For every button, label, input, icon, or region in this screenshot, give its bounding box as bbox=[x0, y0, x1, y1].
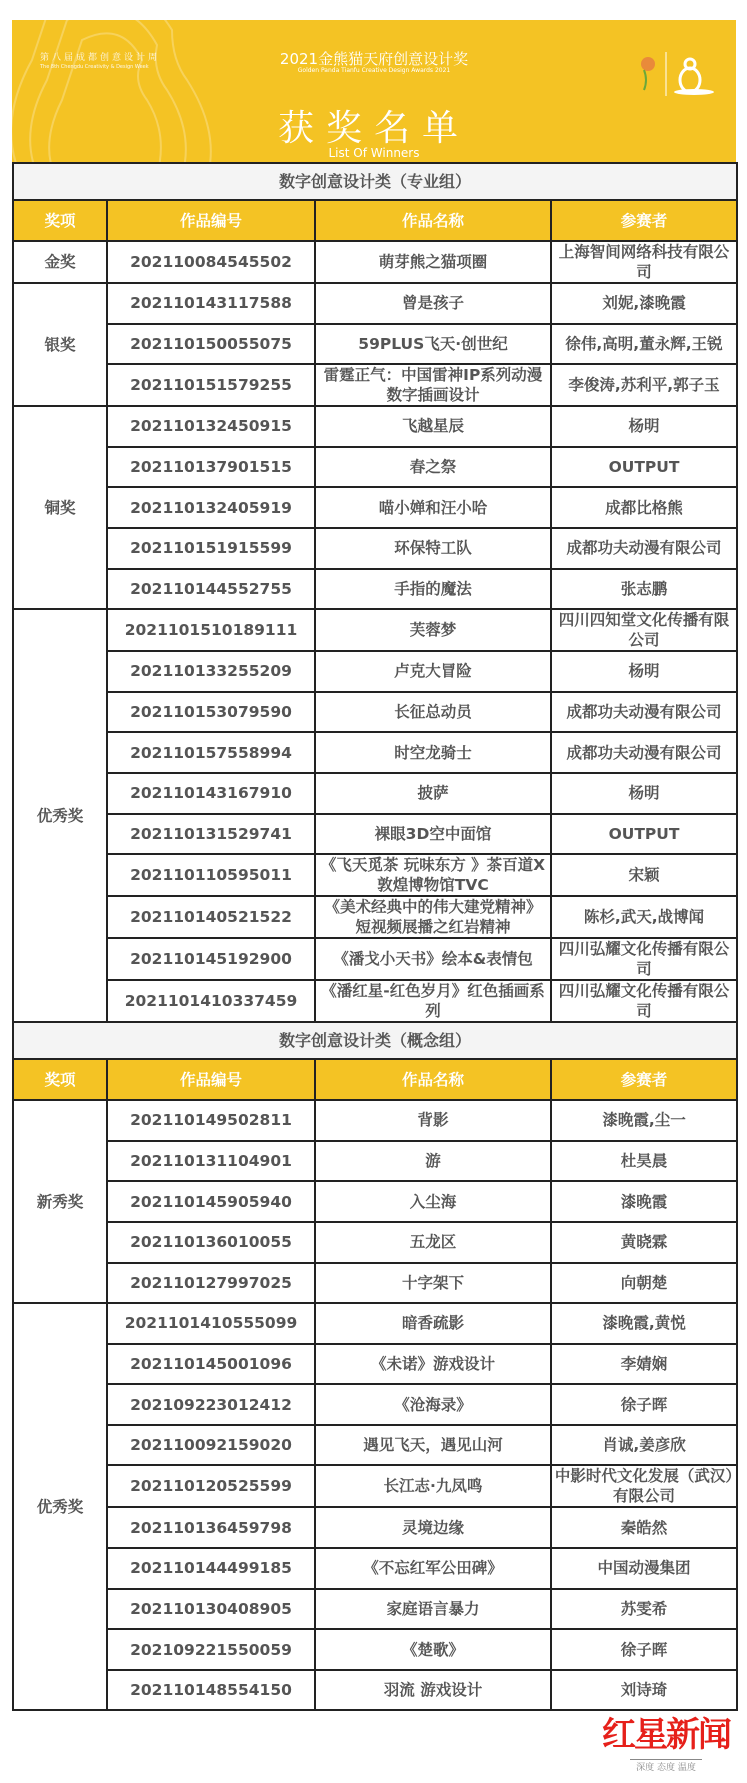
award-level-cell: 金奖 bbox=[13, 241, 107, 283]
table-row bbox=[13, 1507, 737, 1548]
section-title: 数字创意设计类（专业组） bbox=[13, 163, 737, 200]
table-row bbox=[13, 447, 737, 488]
work-title-cell: 曾是孩子 bbox=[315, 283, 551, 324]
work-title-cell: 飞越星辰 bbox=[315, 406, 551, 447]
work-title-cell: 芙蓉梦 bbox=[315, 609, 551, 651]
table-row bbox=[13, 1425, 737, 1466]
table-row bbox=[13, 1141, 737, 1182]
table-row bbox=[13, 1589, 737, 1630]
table-row bbox=[13, 1181, 737, 1222]
entry-id-cell: 202110136010055 bbox=[107, 1222, 315, 1263]
table-row bbox=[13, 283, 737, 324]
entrant-cell: 四川弘耀文化传播有限公司 bbox=[551, 980, 737, 1022]
entrant-cell: 成都功夫动漫有限公司 bbox=[551, 692, 737, 733]
entry-id-cell: 2021101410337459 bbox=[107, 980, 315, 1022]
column-header-work-title: 作品名称 bbox=[315, 1059, 551, 1100]
entry-id-cell: 202110153079590 bbox=[107, 692, 315, 733]
work-title-cell: 暗香疏影 bbox=[315, 1303, 551, 1344]
entrant-cell: 陈杉,武天,战博闻 bbox=[551, 896, 737, 938]
entry-id-cell: 202110148554150 bbox=[107, 1670, 315, 1711]
entry-id-cell: 202110110595011 bbox=[107, 854, 315, 896]
table-row bbox=[13, 406, 737, 447]
entrant-cell: 杨明 bbox=[551, 406, 737, 447]
entry-id-cell: 202110151915599 bbox=[107, 528, 315, 569]
entrant-cell: 李俊涛,苏利平,郭子玉 bbox=[551, 364, 737, 406]
table-row bbox=[13, 1629, 737, 1670]
table-row bbox=[13, 609, 737, 651]
entry-id-cell: 202110084545502 bbox=[107, 241, 315, 283]
work-title-cell: 59PLUS飞天·创世纪 bbox=[315, 324, 551, 365]
entrant-cell: 苏雯希 bbox=[551, 1589, 737, 1630]
table-row bbox=[13, 692, 737, 733]
entrant-cell: 刘诗琦 bbox=[551, 1670, 737, 1711]
page-title: 获奖名单 bbox=[277, 108, 470, 149]
award-title: 2021金熊猫天府创意设计奖 bbox=[279, 50, 469, 68]
entry-id-cell: 202110127997025 bbox=[107, 1263, 315, 1304]
award-level-cell: 新秀奖 bbox=[13, 1100, 107, 1303]
entrant-cell: 向朝楚 bbox=[551, 1263, 737, 1304]
page-subtitle: List Of Winners bbox=[328, 146, 420, 160]
work-title-cell: 环保特工队 bbox=[315, 528, 551, 569]
watermark-logo bbox=[591, 1715, 741, 1774]
entrant-cell: 刘妮,漆晚霞 bbox=[551, 283, 737, 324]
column-header-entrant: 参赛者 bbox=[551, 200, 737, 241]
section-title: 数字创意设计类（概念组） bbox=[13, 1022, 737, 1059]
section-title-row bbox=[13, 1022, 737, 1059]
column-header-row bbox=[13, 200, 737, 241]
entrant-cell: 漆晚霞 bbox=[551, 1181, 737, 1222]
watermark-slogan: 深度 态度 温度 bbox=[630, 1759, 702, 1773]
table-row bbox=[13, 528, 737, 569]
entry-id-cell: 202110131104901 bbox=[107, 1141, 315, 1182]
section-title-row bbox=[13, 163, 737, 200]
entry-id-cell: 202110137901515 bbox=[107, 447, 315, 488]
entry-id-cell: 2021101410555099 bbox=[107, 1303, 315, 1344]
entry-id-cell: 202110144499185 bbox=[107, 1548, 315, 1589]
table-row bbox=[13, 1303, 737, 1344]
entry-id-cell: 202110143167910 bbox=[107, 773, 315, 814]
entrant-cell: 秦皓然 bbox=[551, 1507, 737, 1548]
work-title-cell: 《潘戈小天书》绘本&表情包 bbox=[315, 938, 551, 980]
column-header-entry-id: 作品编号 bbox=[107, 1059, 315, 1100]
entry-id-cell: 202110132405919 bbox=[107, 487, 315, 528]
table-row bbox=[13, 732, 737, 773]
entry-id-cell: 202110130408905 bbox=[107, 1589, 315, 1630]
table-row bbox=[13, 487, 737, 528]
table-row bbox=[13, 1344, 737, 1385]
column-header-entry-id: 作品编号 bbox=[107, 200, 315, 241]
work-title-cell: 雷霆正气：中国雷神IP系列动漫数字插画设计 bbox=[315, 364, 551, 406]
entrant-cell: 四川弘耀文化传播有限公司 bbox=[551, 938, 737, 980]
award-level-cell: 优秀奖 bbox=[13, 609, 107, 1022]
work-title-cell: 春之祭 bbox=[315, 447, 551, 488]
work-title-cell: 《沧海录》 bbox=[315, 1384, 551, 1425]
work-title-cell: 十字架下 bbox=[315, 1263, 551, 1304]
entrant-cell: 杜昊晨 bbox=[551, 1141, 737, 1182]
entry-id-cell: 202110145001096 bbox=[107, 1344, 315, 1385]
work-title-cell: 手指的魔法 bbox=[315, 569, 551, 610]
table-row bbox=[13, 1222, 737, 1263]
column-header-row bbox=[13, 1059, 737, 1100]
column-header-award: 奖项 bbox=[13, 1059, 107, 1100]
entry-id-cell: 202110145905940 bbox=[107, 1181, 315, 1222]
entry-id-cell: 202110149502811 bbox=[107, 1100, 315, 1141]
work-title-cell: 《未诺》游戏设计 bbox=[315, 1344, 551, 1385]
table-row bbox=[13, 569, 737, 610]
entrant-cell: OUTPUT bbox=[551, 814, 737, 855]
work-title-cell: 萌芽熊之猫项圈 bbox=[315, 241, 551, 283]
work-title-cell: 羽流 游戏设计 bbox=[315, 1670, 551, 1711]
entrant-cell: 杨明 bbox=[551, 651, 737, 692]
entrant-cell: 四川四知堂文化传播有限公司 bbox=[551, 609, 737, 651]
work-title-cell: 背影 bbox=[315, 1100, 551, 1141]
entrant-cell: 成都功夫动漫有限公司 bbox=[551, 528, 737, 569]
entrant-cell: 李婧娴 bbox=[551, 1344, 737, 1385]
entry-id-cell: 202110157558994 bbox=[107, 732, 315, 773]
award-level-cell: 银奖 bbox=[13, 283, 107, 406]
award-title-en: Golden Panda Tianfu Creative Design Awards 2021 bbox=[297, 67, 451, 74]
entrant-cell: 上海智间网络科技有限公司 bbox=[551, 241, 737, 283]
entrant-cell: 漆晚霞,尘一 bbox=[551, 1100, 737, 1141]
table-row bbox=[13, 1548, 737, 1589]
entry-id-cell: 202110140521522 bbox=[107, 896, 315, 938]
entry-id-cell: 202110132450915 bbox=[107, 406, 315, 447]
work-title-cell: 卢克大冒险 bbox=[315, 651, 551, 692]
design-week-en: The 8th Chengdu Creativity & Design Week bbox=[40, 64, 149, 70]
work-title-cell: 《美术经典中的伟大建党精神》短视频展播之红岩精神 bbox=[315, 896, 551, 938]
entry-id-cell: 202109223012412 bbox=[107, 1384, 315, 1425]
column-header-award: 奖项 bbox=[13, 200, 107, 241]
entry-id-cell: 2021101510189111 bbox=[107, 609, 315, 651]
table-row bbox=[13, 241, 737, 283]
table-row bbox=[13, 938, 737, 980]
entrant-cell: 黄晓霖 bbox=[551, 1222, 737, 1263]
header-banner bbox=[12, 20, 736, 162]
table-row bbox=[13, 814, 737, 855]
entrant-cell: 成都功夫动漫有限公司 bbox=[551, 732, 737, 773]
watermark-brand: 红星新闻 bbox=[602, 1715, 730, 1755]
table-row bbox=[13, 854, 737, 896]
work-title-cell: 长征总动员 bbox=[315, 692, 551, 733]
entry-id-cell: 202110092159020 bbox=[107, 1425, 315, 1466]
work-title-cell: 时空龙骑士 bbox=[315, 732, 551, 773]
entrant-cell: 徐子晖 bbox=[551, 1384, 737, 1425]
entrant-cell: 中国动漫集团 bbox=[551, 1548, 737, 1589]
work-title-cell: 长江志·九凤鸣 bbox=[315, 1465, 551, 1507]
work-title-cell: 家庭语言暴力 bbox=[315, 1589, 551, 1630]
entrant-cell: 徐子晖 bbox=[551, 1629, 737, 1670]
award-logo-icon bbox=[636, 50, 716, 100]
entry-id-cell: 202110144552755 bbox=[107, 569, 315, 610]
entry-id-cell: 202110145192900 bbox=[107, 938, 315, 980]
work-title-cell: 入尘海 bbox=[315, 1181, 551, 1222]
table-row bbox=[13, 324, 737, 365]
entrant-cell: 杨明 bbox=[551, 773, 737, 814]
entrant-cell: 宋颖 bbox=[551, 854, 737, 896]
work-title-cell: 五龙区 bbox=[315, 1222, 551, 1263]
entry-id-cell: 202110136459798 bbox=[107, 1507, 315, 1548]
table-row bbox=[13, 1465, 737, 1507]
entrant-cell: 徐伟,高明,董永辉,王锐 bbox=[551, 324, 737, 365]
table-row bbox=[13, 773, 737, 814]
work-title-cell: 《潘红星-红色岁月》红色插画系列 bbox=[315, 980, 551, 1022]
column-header-entrant: 参赛者 bbox=[551, 1059, 737, 1100]
entry-id-cell: 202110120525599 bbox=[107, 1465, 315, 1507]
entry-id-cell: 202110133255209 bbox=[107, 651, 315, 692]
entrant-cell: 张志鹏 bbox=[551, 569, 737, 610]
entry-id-cell: 202110131529741 bbox=[107, 814, 315, 855]
entrant-cell: 中影时代文化发展（武汉）有限公司 bbox=[551, 1465, 737, 1507]
work-title-cell: 披萨 bbox=[315, 773, 551, 814]
entry-id-cell: 202110143117588 bbox=[107, 283, 315, 324]
table-row bbox=[13, 1100, 737, 1141]
winners-table bbox=[12, 162, 738, 1711]
entrant-cell: 漆晚霞,黄悦 bbox=[551, 1303, 737, 1344]
table-row bbox=[13, 980, 737, 1022]
work-title-cell: 裸眼3D空中面馆 bbox=[315, 814, 551, 855]
entrant-cell: 肖诚,姜彦欣 bbox=[551, 1425, 737, 1466]
table-row bbox=[13, 364, 737, 406]
table-row bbox=[13, 1263, 737, 1304]
table-row bbox=[13, 896, 737, 938]
work-title-cell: 灵境边缘 bbox=[315, 1507, 551, 1548]
entrant-cell: OUTPUT bbox=[551, 447, 737, 488]
entry-id-cell: 202110151579255 bbox=[107, 364, 315, 406]
column-header-work-title: 作品名称 bbox=[315, 200, 551, 241]
table-row bbox=[13, 1670, 737, 1711]
work-title-cell: 《飞天觅茶 玩味东方 》茶百道X敦煌博物馆TVC bbox=[315, 854, 551, 896]
entry-id-cell: 202110150055075 bbox=[107, 324, 315, 365]
work-title-cell: 《楚歌》 bbox=[315, 1629, 551, 1670]
entrant-cell: 成都比格熊 bbox=[551, 487, 737, 528]
award-level-cell: 优秀奖 bbox=[13, 1303, 107, 1710]
work-title-cell: 遇见飞天，遇见山河 bbox=[315, 1425, 551, 1466]
award-level-cell: 铜奖 bbox=[13, 406, 107, 609]
work-title-cell: 游 bbox=[315, 1141, 551, 1182]
table-row bbox=[13, 651, 737, 692]
table-row bbox=[13, 1384, 737, 1425]
work-title-cell: 《不忘红军公田碑》 bbox=[315, 1548, 551, 1589]
design-week-cn: 第八届成都创意设计周 bbox=[40, 53, 161, 63]
entry-id-cell: 202109221550059 bbox=[107, 1629, 315, 1670]
work-title-cell: 喵小婵和汪小哈 bbox=[315, 487, 551, 528]
